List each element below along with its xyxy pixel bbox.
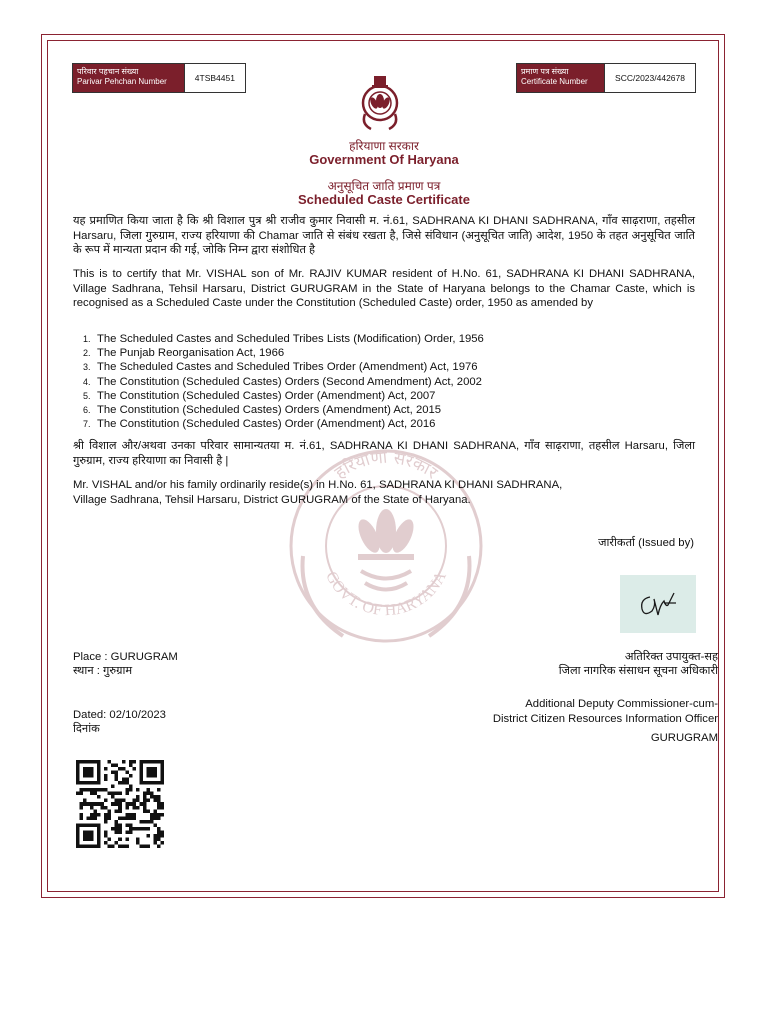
parivar-pehchan-label-en: Parivar Pehchan Number [77,77,167,86]
date-block [73,708,166,736]
watermark-top-text: हरियाणा सरकार [331,447,442,484]
date-hi: दिनांक [73,723,100,736]
list-item-number: 5. [83,390,91,401]
date-en: Dated: 02/10/2023 [73,709,166,721]
parivar-pehchan-label-hi: परिवार पहचान संख्या [77,67,139,76]
list-item-text: The Punjab Reorganisation Act, 1966 [97,347,285,360]
place-block [73,650,178,678]
list-item-text: The Scheduled Castes and Scheduled Tribes Order (Amendment) Act, 1976 [97,361,478,374]
officer-signature [620,575,696,633]
certificate-number-box [516,63,696,93]
list-item [83,360,484,374]
officer-designation-en-line-2: District Citizen Resources Information Officer [492,713,718,725]
government-title-en: Government Of Haryana [309,152,459,167]
place-hi: स्थान : गुरुग्राम [73,665,133,678]
list-item-text: The Scheduled Castes and Scheduled Tribes Lists (Modification) Order, 1956 [97,333,484,345]
residence-paragraph-hi: श्री विशाल और/अथवा उनका परिवार सामान्यतया म. नं.61, SADHRANA KI DHANI SADHRANA, गाँव साढ़राणा, तहसील Harsaru, जिला गुरुग्राम, राज्य हरियाणा का निवासी है | [73,440,695,467]
list-item [83,375,484,389]
parivar-pehchan-box [72,63,246,93]
list-item-number: 1. [83,334,91,344]
place-en: Place : GURUGRAM [73,651,178,663]
certificate-number-label [517,64,604,92]
officer-designation-en-line-1: Additional Deputy Commissioner-cum- [525,698,718,710]
list-item [83,389,484,403]
certificate-number-label-hi: प्रमाण पत्र संख्या [521,67,569,76]
residence-line-1: Mr. VISHAL and/or his family ordinarily reside(s) in H.No. 61, SADHRANA KI DHANI SADHRANA, [73,479,563,491]
certification-paragraph-en: This is to certify that Mr. VISHAL son of Mr. RAJIV KUMAR resident of H.No. 61, SADHRANA KI DHANI SADHRANA, Village Sadhrana, Tehsil Harsaru, District GURUGRAM in the State of Haryana belongs to the Chamar Caste, which is recognised as a Scheduled Caste under the Constitution (Scheduled Caste) order, 1950 as amended by [73,268,695,310]
list-item [83,346,484,360]
list-item-text: The Constitution (Scheduled Castes) Orders (Second Amendment) Act, 2002 [97,375,482,388]
list-item-number: 2. [83,348,91,359]
government-title-hi: हरियाणा सरकार [349,139,419,153]
parivar-pehchan-value: 4TSB4451 [184,64,245,92]
residence-line-2: Village Sadhrana, Tehsil Harsaru, District GURUGRAM of the State of Haryana. [73,493,471,506]
officer-designation-hi-line-2: जिला नागरिक संसाधन सूचना अधिकारी [558,665,718,678]
certificate-number-value: SCC/2023/442678 [604,64,695,92]
officer-designation-hi-line-1: अतिरिक्त उपायुक्त-सह [624,651,718,663]
list-item-number: 6. [83,405,91,416]
issued-by-label: जारीकर्ता (Issued by) [598,537,694,549]
parivar-pehchan-label [73,64,184,92]
certification-paragraph-hi: यह प्रमाणित किया जाता है कि श्री विशाल पुत्र श्री राजीव कुमार निवासी म. नं.61, SADHRANA KI DHANI SADHRANA, गाँव साढ़राणा, तहसील Harsaru, जिला गुरुग्राम, राज्य हरियाणा की Chamar जाति से संबंध रखता है, जिसे संविधान (अनुसूचित जाति) आदेश, 1950 के तहत अनुसूचित जाति के रूप में मान्यता प्रदान की गई, जोकि निम्न द्वारा संशोधित है [73,215,695,257]
haryana-seal-watermark [283,436,489,654]
list-item-text: The Constitution (Scheduled Castes) Orders (Amendment) Act, 2015 [97,404,442,417]
certificate-number-label-en: Certificate Number [521,77,588,86]
haryana-emblem-icon [357,72,403,132]
list-item-number: 7. [83,419,91,430]
officer-designation-hi [460,650,718,678]
list-item-text: The Constitution (Scheduled Castes) Order (Amendment) Act, 2007 [97,389,436,402]
list-item-number: 3. [83,362,91,373]
residence-paragraph-en [73,478,695,507]
officer-designation-en [430,697,718,727]
list-item-text: The Constitution (Scheduled Castes) Order (Amendment) Act, 2016 [97,418,436,431]
qr-code [74,760,166,848]
list-item [83,417,484,431]
watermark-bottom-text: GOVT. OF HARYANA [322,568,450,620]
certificate-title-en: Scheduled Caste Certificate [298,192,470,207]
list-item-number: 4. [83,376,91,387]
certificate-title-hi: अनुसूचित जाति प्रमाण पत्र [327,179,441,193]
amendment-list [83,332,484,431]
list-item [83,403,484,417]
officer-city: GURUGRAM [650,732,718,744]
list-item [83,332,484,346]
